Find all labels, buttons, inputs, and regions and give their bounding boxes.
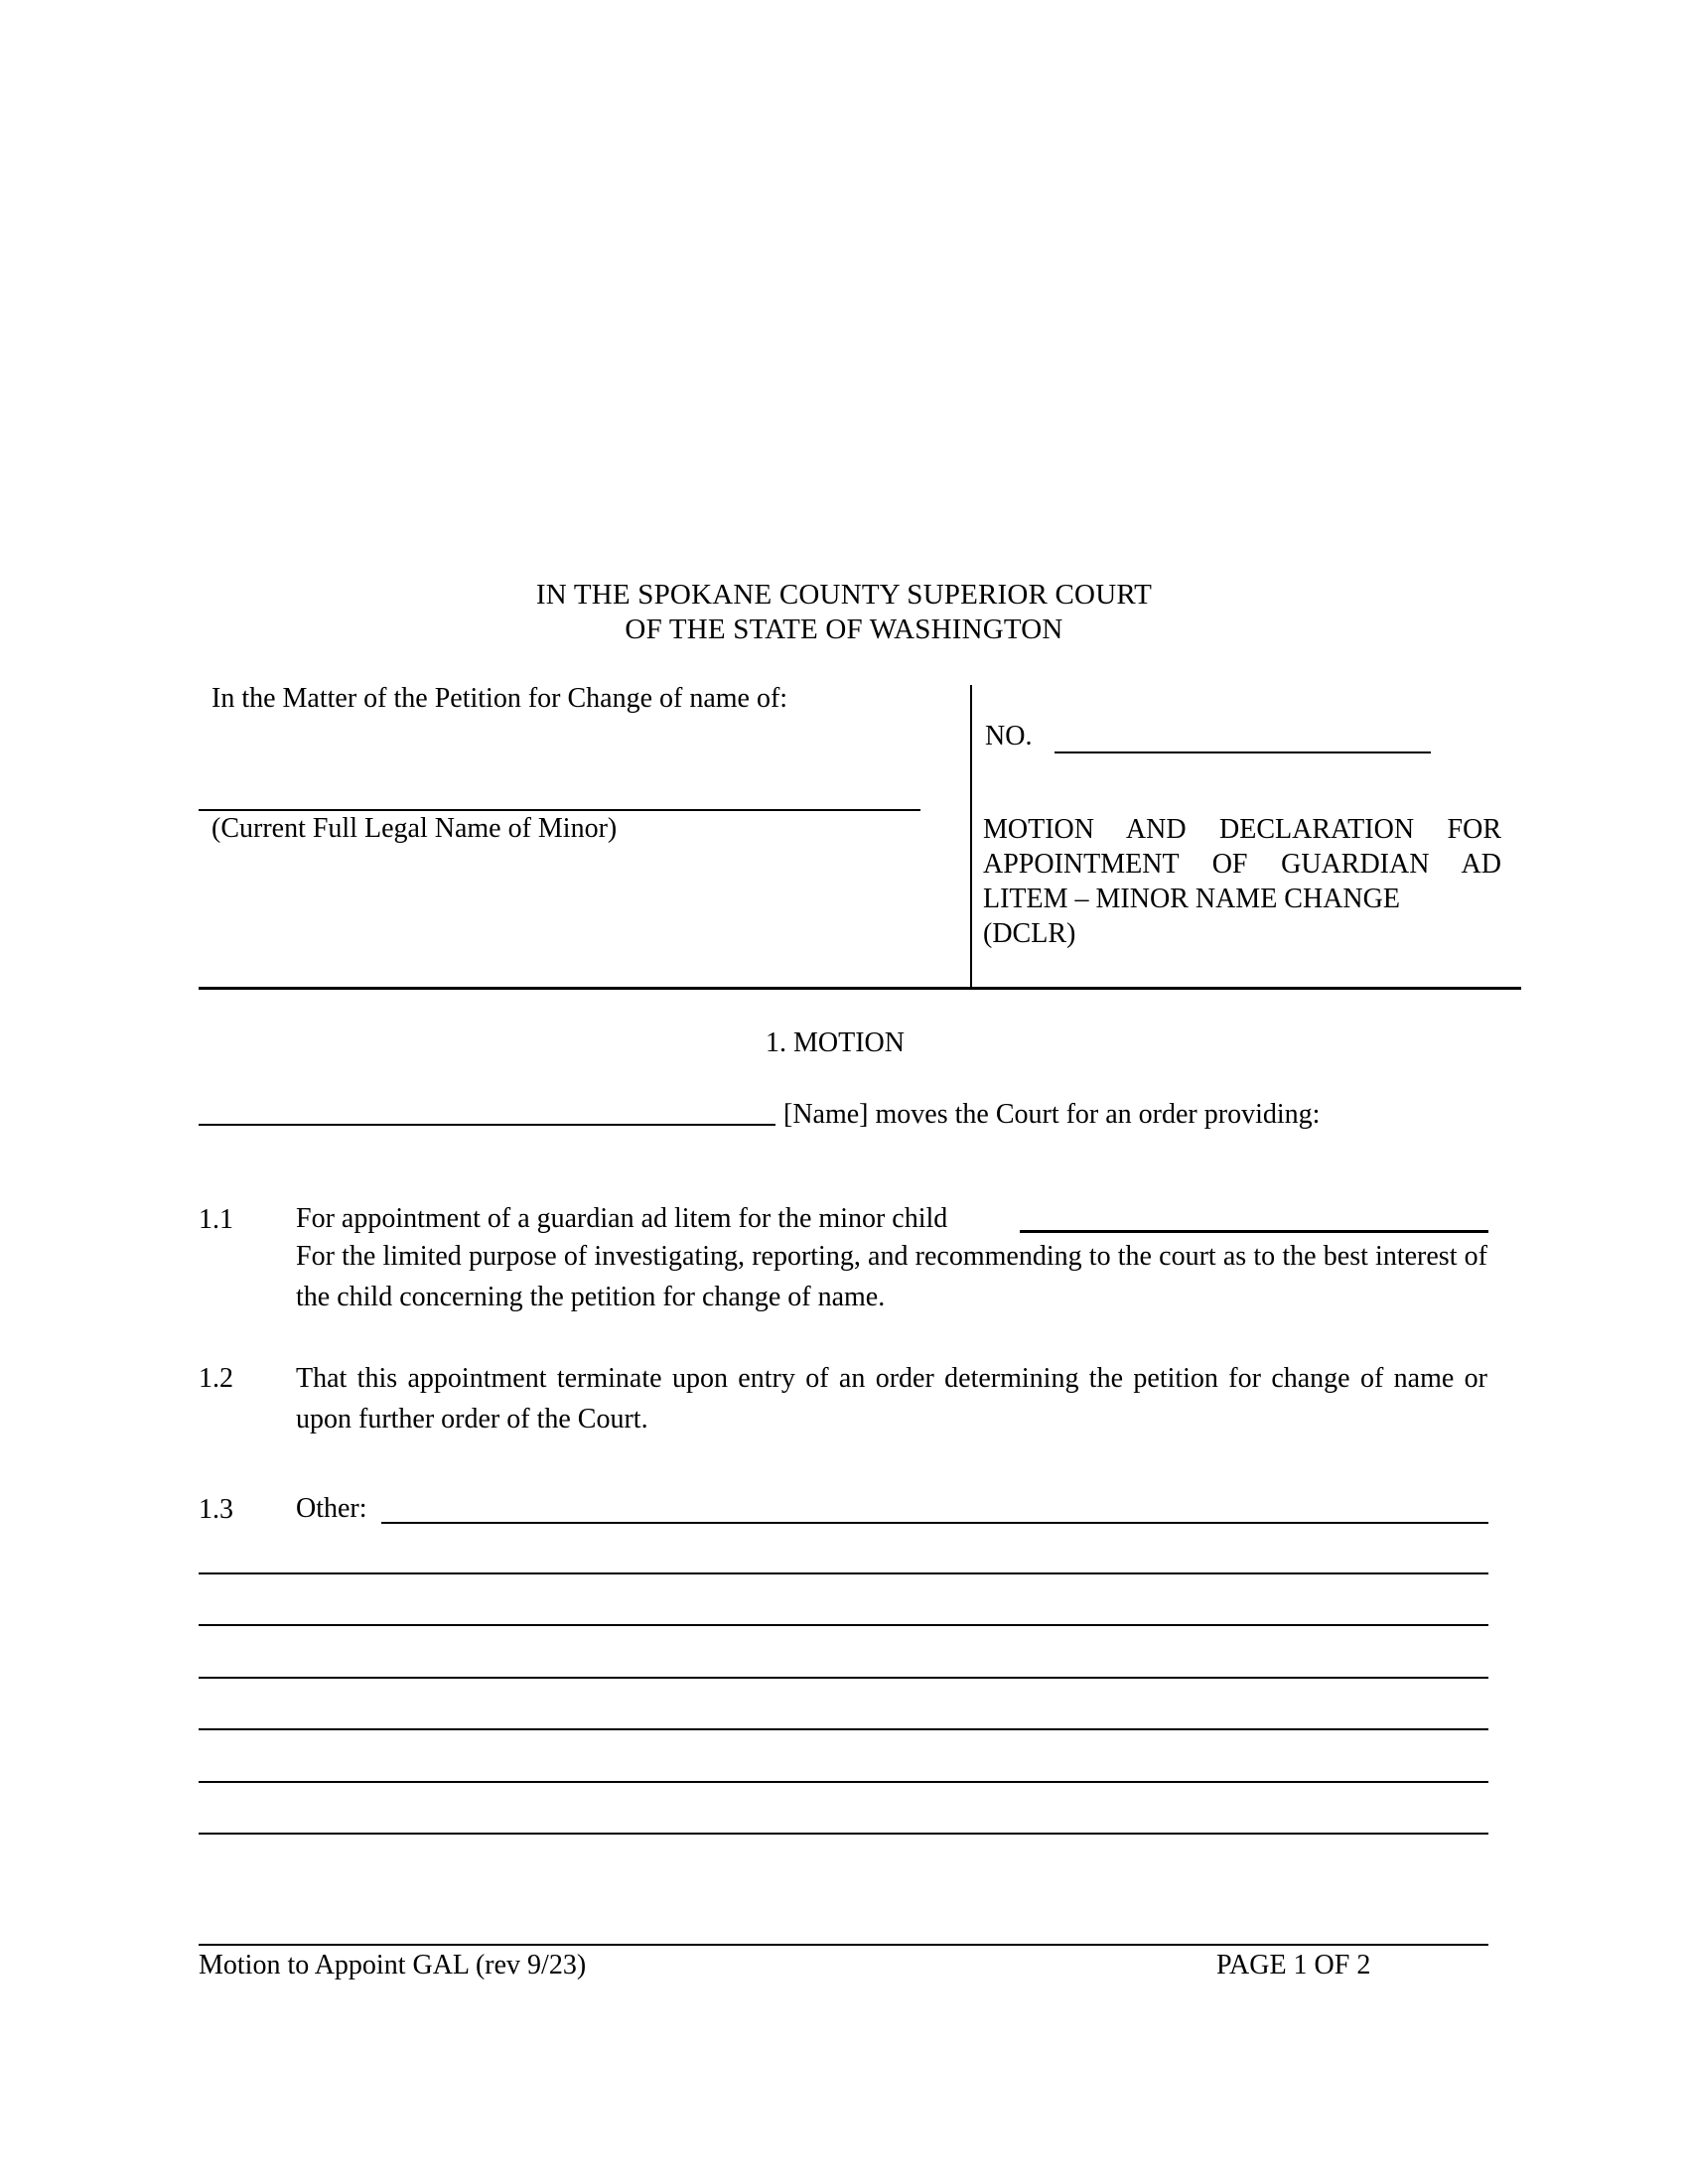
- other-field-line-3[interactable]: [199, 1624, 1488, 1626]
- court-name-line-1: IN THE SPOKANE COUNTY SUPERIOR COURT: [535, 579, 1153, 611]
- other-field-line-2[interactable]: [199, 1572, 1488, 1574]
- other-field-line-4[interactable]: [199, 1677, 1488, 1679]
- item-number-1-1: 1.1: [199, 1204, 233, 1235]
- document-title-line-1: MOTION AND DECLARATION FOR: [983, 814, 1501, 845]
- footer-rule: [199, 1944, 1488, 1946]
- document-title-line-2: APPOINTMENT OF GUARDIAN AD: [983, 849, 1501, 880]
- item-1-1-text: For the limited purpose of investigating, reporting, and recommending to the court as to the best interest of the child concerning the petition for change of name.: [296, 1241, 1487, 1312]
- section-heading-motion: 1. MOTION: [766, 1027, 905, 1058]
- caption-divider: [970, 685, 972, 989]
- document-title-line-4: (DCLR): [983, 918, 1076, 949]
- item-number-1-2: 1.2: [199, 1363, 233, 1394]
- minor-name-caption: (Current Full Legal Name of Minor): [211, 813, 618, 844]
- caption-bottom-rule: [199, 987, 1521, 990]
- other-field-line-5[interactable]: [199, 1728, 1488, 1730]
- document-title-line-3: LITEM – MINOR NAME CHANGE: [983, 884, 1400, 914]
- mover-text: [Name] moves the Court for an order providing:: [783, 1099, 1321, 1130]
- item-1-1-line1: For appointment of a guardian ad litem for the minor child: [296, 1203, 948, 1234]
- case-number-field[interactable]: [1055, 751, 1431, 753]
- matter-label: In the Matter of the Petition for Change of name of:: [211, 683, 788, 714]
- minor-child-name-field[interactable]: [1020, 1230, 1488, 1233]
- mover-name-field[interactable]: [199, 1124, 775, 1126]
- footer-page-number: PAGE 1 OF 2: [1216, 1950, 1371, 1980]
- other-field-line-7[interactable]: [199, 1833, 1488, 1835]
- case-no-label: NO.: [985, 721, 1033, 751]
- item-1-2-text: That this appointment terminate upon entry of an order determining the petition for change of name or upon further order of the Court.: [296, 1363, 1487, 1434]
- minor-name-field[interactable]: [199, 809, 920, 811]
- other-field-line-6[interactable]: [199, 1781, 1488, 1783]
- footer-form-name: Motion to Appoint GAL (rev 9/23): [199, 1950, 587, 1980]
- item-number-1-3: 1.3: [199, 1494, 233, 1525]
- other-field-line-1[interactable]: [381, 1522, 1488, 1524]
- court-name-line-2: OF THE STATE OF WASHINGTON: [625, 614, 1063, 645]
- item-1-3-label: Other:: [296, 1493, 367, 1524]
- document-title: [983, 812, 1501, 951]
